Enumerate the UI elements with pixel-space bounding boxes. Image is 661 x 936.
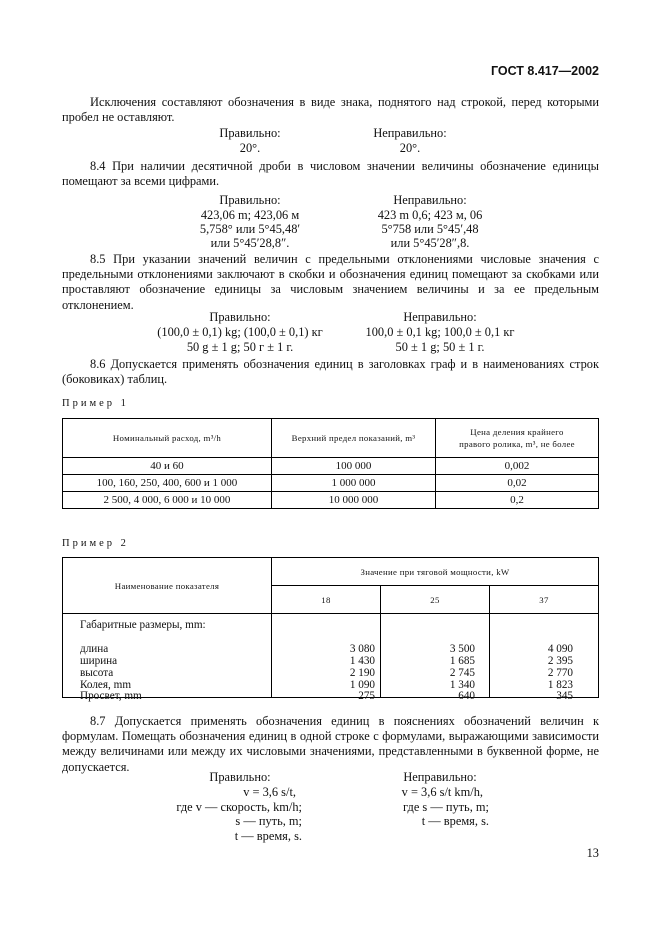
wrong-label: Неправильно: (403, 310, 477, 324)
table-header-cell: 18 (272, 586, 381, 614)
values-37: 4 090 2 395 2 770 1 823 345 (547, 642, 573, 703)
right-label: Правильно: (209, 310, 271, 324)
table-row (63, 458, 599, 475)
values-18: 3 080 1 430 2 190 1 090 275 (349, 642, 375, 703)
formula-line: где s — путь, m; (403, 800, 489, 814)
formula-line: v = 3,6 s/t, (243, 785, 296, 799)
example-line: 100,0 ± 0,1 kg; 100,0 ± 0,1 кг (365, 325, 515, 339)
formula-line: где v — скорость, km/h; (176, 800, 302, 814)
right-label: Правильно: (219, 193, 281, 207)
table-header-cell: Значение при тяговой мощности, kW (272, 558, 599, 586)
formula-line: v = 3,6 s/t km/h, (401, 785, 483, 799)
table-header-cell: Наименование показателя (63, 558, 272, 614)
table-cell: 0,002 (436, 458, 599, 475)
table-cell: 40 и 60 (63, 458, 272, 475)
page-number: 13 (586, 846, 599, 860)
paragraph-8-4: 8.4 При наличии десятичной дроби в числовом значении величины обозначение единицы помещают за всеми цифрами. (62, 159, 599, 189)
table-header-cell: Цена деления крайнего правого ролика, m³, не более (436, 419, 599, 458)
table-row (63, 475, 599, 492)
example-1-table (62, 418, 599, 509)
example-1-label: Пример 1 (62, 398, 129, 409)
example-2-label: Пример 2 (62, 538, 129, 549)
paragraph-8-7: 8.7 Допускается применять обозначения единиц в пояснениях обозначений величин к формулам. Помещать обозначения единиц в одной строке с формулами, выражающими зависимости между величинами или между их числовыми значениями, представленными в буквенной форме, не допускается. (62, 714, 599, 774)
wrong-label: Неправильно: (403, 770, 477, 784)
paragraph-exceptions: Исключения составляют обозначения в виде знака, поднятого над строкой, перед которыми пробел не оставляют. (62, 95, 599, 125)
table-cell: 10 000 000 (272, 492, 436, 509)
example-line: 50 g ± 1 g; 50 г ± 1 г. (186, 340, 294, 354)
paragraph-8-6: 8.6 Допускается применять обозначения единиц в заголовках граф и в наименованиях строк (боковиках) таблиц. (62, 357, 599, 387)
table-header-cell: 37 (490, 586, 599, 614)
example-line: 20°. (239, 141, 261, 155)
indicator-names: Габаритные размеры, mm: длина ширина высота Колея, mm Просвет, mm (80, 619, 206, 703)
table-cell: 0,02 (436, 475, 599, 492)
example-line: 423 m 0,6; 423 м, 06 (377, 208, 483, 222)
right-label: Правильно: (219, 126, 281, 140)
example-line: 20°. (399, 141, 421, 155)
example-line: 5,758° или 5°45,48′ (199, 222, 301, 236)
example-line: 423,06 m; 423,06 м (200, 208, 300, 222)
example-line: 50 ± 1 g; 50 ± 1 г. (395, 340, 485, 354)
example-line: 5°758 или 5°45′,48 (381, 222, 479, 236)
table-cell: 100, 160, 250, 400, 600 и 1 000 (63, 475, 272, 492)
table-cell: 100 000 (272, 458, 436, 475)
table-row (63, 492, 599, 509)
table-cell: 2 500, 4 000, 6 000 и 10 000 (63, 492, 272, 509)
paragraph-8-5: 8.5 При указании значений величин с предельными отклонениями числовые значения с предельными отклонениями заключают в скобки и обозначения единиц помещают за скобками или проставляют обозначение единицы за числовым значением величины и за ее предельным отклонением. (62, 252, 599, 312)
table-header-cell: Верхний предел показаний, m³ (272, 419, 436, 458)
formula-line: t — время, s. (234, 829, 302, 843)
wrong-label: Неправильно: (373, 126, 447, 140)
table-cell: 1 000 000 (272, 475, 436, 492)
wrong-label: Неправильно: (393, 193, 467, 207)
table-header-cell: 25 (381, 586, 490, 614)
values-25: 3 500 1 685 2 745 1 340 640 (449, 642, 475, 703)
right-label: Правильно: (209, 770, 271, 784)
example-line: или 5°45′28″,8. (390, 236, 470, 250)
document-code: ГОСТ 8.417—2002 (490, 64, 599, 78)
example-line: (100,0 ± 0,1) kg; (100,0 ± 0,1) кг (157, 325, 323, 339)
formula-line: s — путь, m; (235, 814, 302, 828)
formula-line: t — время, s. (421, 814, 489, 828)
table-cell: 0,2 (436, 492, 599, 509)
example-line: или 5°45′28,8″. (210, 236, 290, 250)
table-header-cell: Номинальный расход, m³/h (63, 419, 272, 458)
